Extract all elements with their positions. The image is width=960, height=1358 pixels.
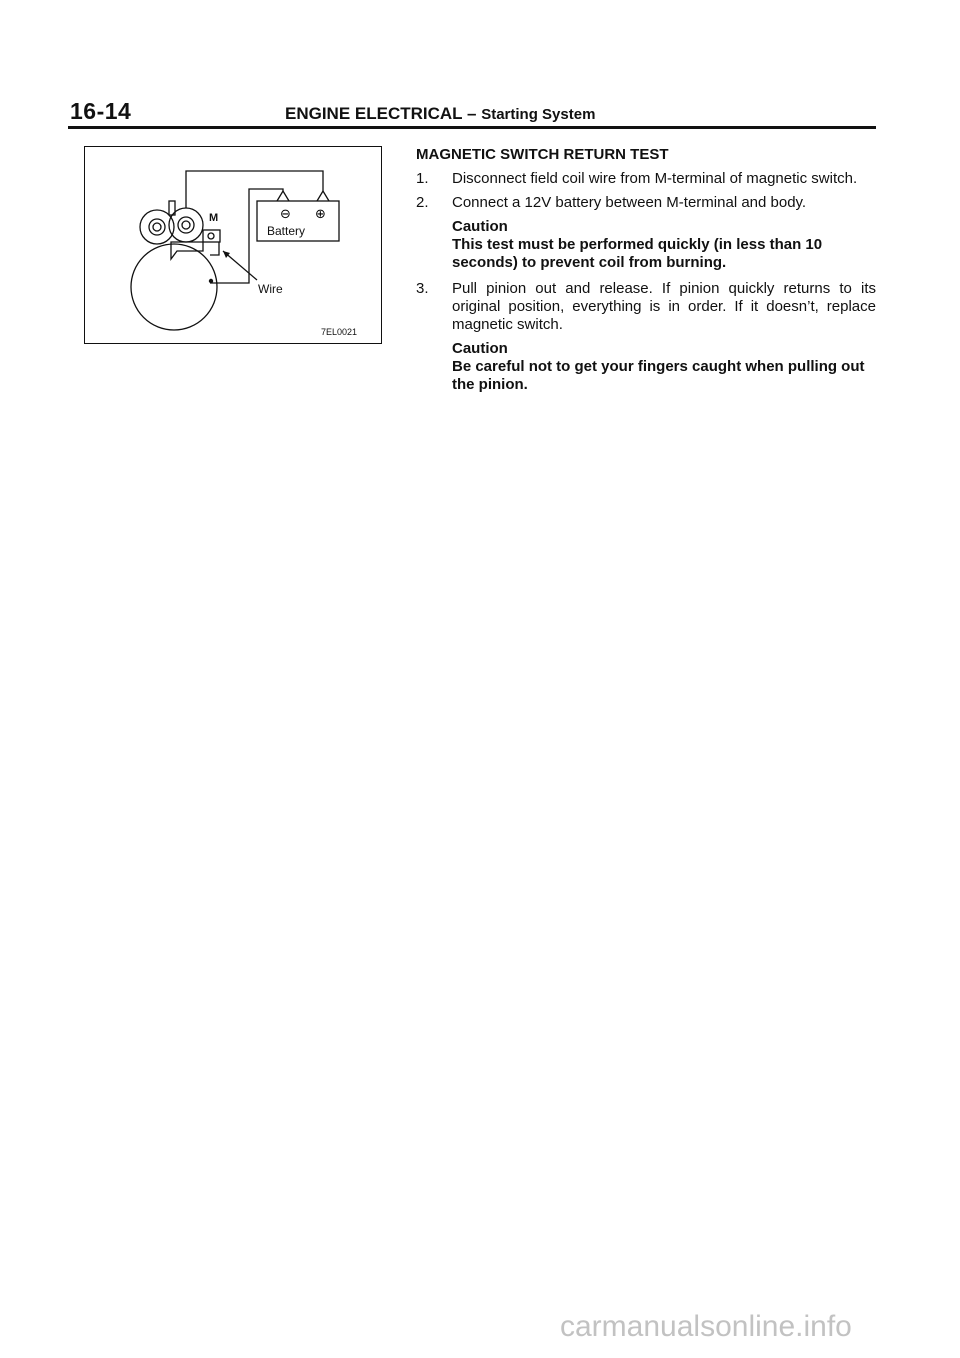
section-title [285, 104, 595, 124]
starter-diagram-figure [84, 146, 382, 344]
section-title-main: ENGINE ELECTRICAL [285, 104, 463, 123]
step-1 [416, 170, 876, 188]
starter-motor-body [131, 244, 217, 330]
starter-diagram [85, 147, 383, 345]
caution-block-1 [452, 218, 876, 272]
figure-code: 7EL0021 [321, 327, 358, 337]
step-number: 1. [416, 170, 429, 187]
battery-minus-icon: ⊖ [280, 207, 291, 222]
step-number: 3. [416, 280, 429, 297]
header-rule [68, 126, 876, 129]
procedure-heading: MAGNETIC SWITCH RETURN TEST [416, 146, 669, 163]
page-number: 16-14 [70, 98, 132, 124]
title-separator: – [467, 104, 477, 123]
step-text: Pull pinion out and release. If pinion quickly returns to its original position, everything is in order. If it doesn’t, replace magnetic switch. [452, 280, 876, 333]
step-number: 2. [416, 194, 429, 211]
step-text: Disconnect field coil wire from M-terminal of magnetic switch. [452, 170, 858, 187]
watermark: carmanualsonline.info [560, 1310, 852, 1343]
procedure-text [416, 146, 876, 402]
m-terminal [203, 230, 220, 242]
step-3 [416, 280, 876, 334]
battery-label: Battery [267, 224, 306, 238]
m-terminal-label: M [209, 212, 219, 224]
caution-title: Caution [452, 218, 508, 235]
step-2 [416, 194, 876, 212]
section-subtitle: Starting System [481, 106, 596, 123]
caution-block-2 [452, 340, 876, 394]
step-text: Connect a 12V battery between M-terminal and body. [452, 194, 807, 211]
caution-title: Caution [452, 340, 508, 357]
caution-text: Be careful not to get your fingers caught when pulling out the pinion. [452, 358, 865, 393]
wire-label: Wire [258, 282, 283, 296]
caution-text: This test must be performed quickly (in less than 10 seconds) to prevent coil from burning. [452, 236, 823, 271]
battery-plus-icon: ⊕ [315, 207, 326, 222]
